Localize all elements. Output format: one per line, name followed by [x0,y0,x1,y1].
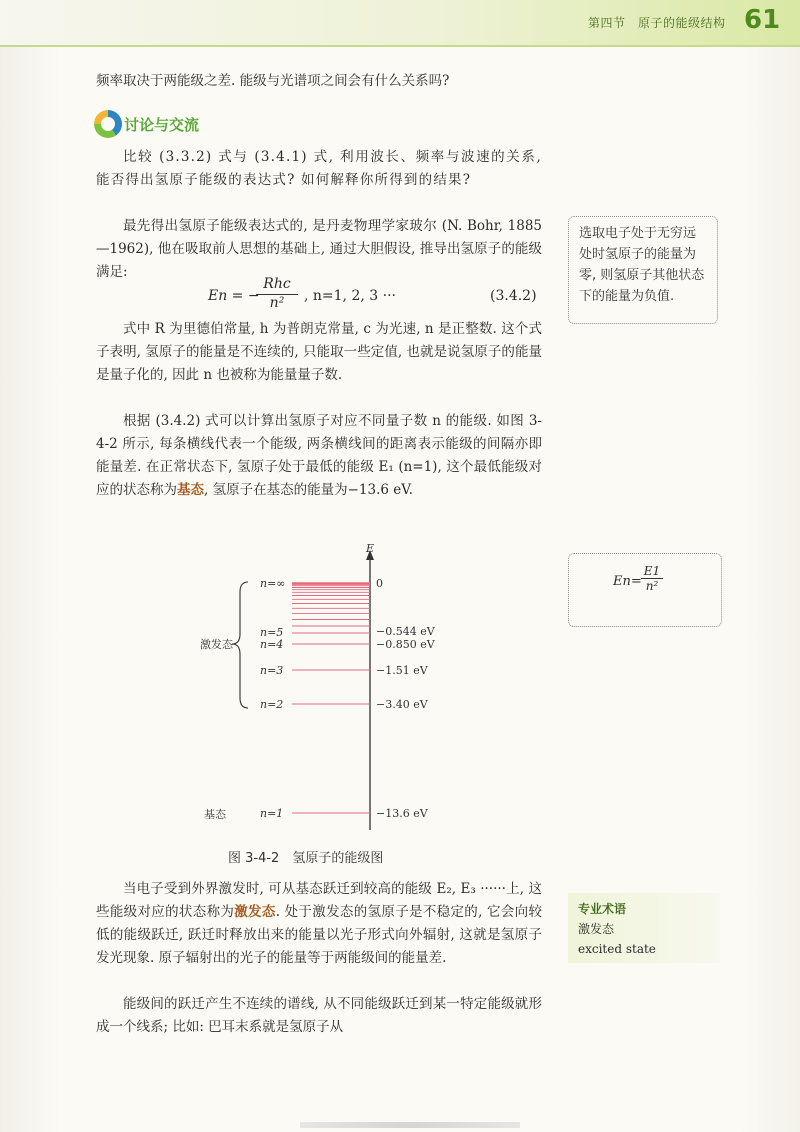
sidenote-formula-den: n² [645,579,659,593]
energy-label-4: −0.850 eV [376,638,435,651]
excited-brace [232,582,248,708]
sidenote-formula-num: E1 [641,564,663,579]
paragraph-spectral-series: 能级间的跃迁产生不连续的谱线, 从不同能级跃迁到某一特定能级就形成一个线系; 比如: 巴耳末系就是氢原子从 [96,996,542,1035]
energy-level-svg [96,540,542,840]
sidenote-formula-lhs: En= [613,574,642,589]
n-label-1: n=1 [260,807,284,820]
n-label-4: n=4 [260,638,284,651]
intro-line: 频率取决于两能级之差. 能级与光谱项之间会有什么关系吗? [96,73,450,89]
sidenote-zero-energy: 选取电子处于无穷远处时氢原子的能量为零, 则氢原子其他状态下的能量为负值. [568,216,718,324]
energy-label-1: −13.6 eV [376,807,428,820]
discuss-icon [94,110,122,138]
energy-label-2: −3.40 eV [376,698,428,711]
n-label-3: n=3 [260,664,284,677]
formula-rest: , n=1, 2, 3 ··· [304,288,396,304]
discuss-box-header [94,110,234,140]
energy-label-3: −1.51 eV [376,664,428,677]
formula-lhs: En = − [208,288,260,304]
energy-level-formula [208,276,548,316]
paragraph-levels-b: , 氢原子在基态的能量为−13.6 eV. [204,482,413,498]
paragraph-levels-a: 根据 (3.4.2) 式可以计算出氢原子对应不同量子数 n 的能级. 如图 3-4-2 所示, 每条横线代表一个能级, 两条横线间的距离表示能级的间隔亦即能量差. 在正常状态下, 氢原子处于最低的能级 E₁ (n=1), 这个最低能级对应的状态称为 [96,413,542,498]
paragraph-excited [96,878,542,970]
figure-caption: 图 3-4-2 氢原子的能级图 [228,851,384,866]
bottom-scan-edge [300,1122,520,1128]
glossary-term-en: excited state [578,942,656,956]
energy-level-diagram [96,540,542,870]
glossary-title: 专业术语 [578,902,627,916]
header-divider [0,45,800,47]
formula-number: (3.4.2) [490,288,537,304]
energy-axis-label: E [366,542,375,555]
excited-state-label: 激发态 [200,638,233,651]
discuss-label: 讨论与交流 [124,116,200,134]
high-level-lines [292,583,370,626]
paragraph-excited-a: 当电子受到外界激发时, 可从基态跃迁到较高的能级 E₂, E₃ ······上, 这些能级对应的状态称为 [96,881,542,920]
sidenote-formula-fraction [641,564,663,593]
paragraph-bohr: 最先得出氢原子能级表达式的, 是丹麦物理学家玻尔 (N. Bohr, 1885—1962), 他在吸取前人思想的基础上, 通过大胆假设, 推导出氢原子的能级满足: [96,218,542,280]
section-title: 第四节 原子的能级结构 [588,16,726,30]
glossary-box [568,893,720,963]
n-label-2: n=2 [260,698,284,711]
energy-label-5: −0.544 eV [376,625,435,638]
n-label-inf: n=∞ [260,577,286,590]
term-ground-state: 基态 [177,482,204,498]
energy-label-inf: 0 [376,577,383,590]
page-header [0,0,800,46]
page-number: 61 [744,5,781,35]
glossary-term-cn: 激发态 [578,922,615,936]
term-excited-state: 激发态 [234,904,276,920]
formula-denominator: n² [269,295,285,311]
sidenote-formula [568,553,722,627]
paragraph-excited-b: . 处于激发态的氢原子是不稳定的, 它会向较低的能级跃迁, 跃迁时释放出来的能量以光子形式向外辐射, 这就是氢原子发光现象. 原子辐射出的光子的能量等于两能级间的能量差. [96,904,542,966]
n-label-5: n=5 [260,626,284,639]
formula-numerator: Rhc [256,276,298,295]
paragraph-levels [96,410,542,502]
ground-state-label: 基态 [204,808,226,821]
paragraph-constants: 式中 R 为里德伯常量, h 为普朗克常量, c 为光速, n 是正整数. 这个式子表明, 氢原子的能量是不连续的, 只能取一些定值, 也就是说氢原子的能量是量子化的, 因此 n 也被称为能量量子数. [96,321,542,383]
formula-fraction [256,276,298,311]
discuss-text: 比较 (3.3.2) 式与 (3.4.1) 式, 利用波长、频率与波速的关系, 能否得出氢原子能级的表达式? 如何解释你所得到的结果? [96,149,542,188]
